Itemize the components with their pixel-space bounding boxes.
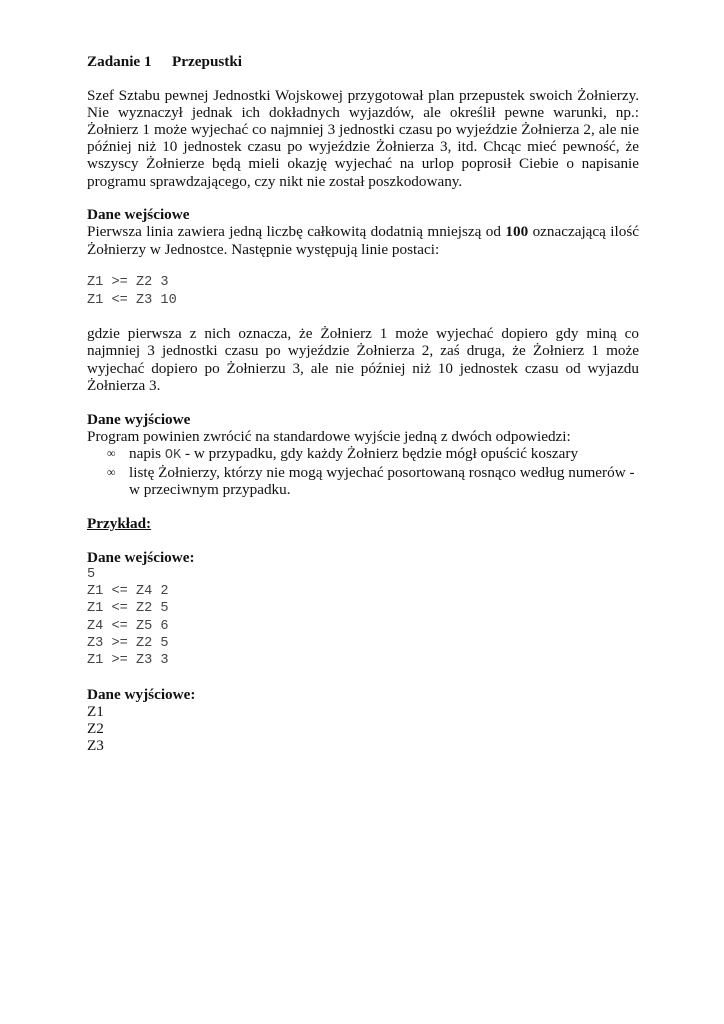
- example-input-heading: Dane wejściowe:: [87, 548, 195, 566]
- input-text-after: oznaczającą ilość Żołnierzy w Jednostce. Następnie występują linie postaci:: [87, 223, 639, 258]
- output-line: Z2: [87, 720, 104, 738]
- task-number: Zadanie 1: [87, 53, 152, 70]
- intro-paragraph: Szef Sztabu pewnej Jednostki Wojskowej przygotował plan przepustek swoich Żołnierzy. Nie wyznaczył jednak ich dokładnych wyjazdów, ale określił pewne warunki, np.: Żołnierz 1 może wyjechać co najmniej 3 jednostki czasu po wyjeździe Żołnierza 2, ale nie później niż 10 jednostek czasu po wyjeździe Żołnierza 3, itd. Chcąc mieć pewność, że wszyscy Żołnierze będą mieli okazję wyjechać na urlop poprosił Ciebie o napisanie programu sprawdzającego, czy nikt nie został poszkodowany.: [87, 86, 639, 190]
- code-line: Z1 <= Z4 2: [87, 584, 169, 600]
- input-explanation: gdzie pierwsza z nich oznacza, że Żołnierz 1 może wyjechać dopiero gdy miną co najmniej 3 jednostki czasu po wyjeździe Żołnierza 2, zaś druga, że Żołnierz 1 może wyjechać dopiero po Żołnierzu 3, ale nie później niż 10 jednostek czasu od wyjazdu Żołnierza 3.: [87, 325, 639, 394]
- code-line: Z1 <= Z3 10: [87, 292, 177, 308]
- example-output-lines: [87, 703, 639, 755]
- infinity-bullet-icon: ∞: [107, 465, 116, 480]
- bullet-text-after: - w przypadku, gdy każdy Żołnierz będzie mógł opuścić koszary: [181, 444, 579, 462]
- task-heading: [87, 53, 639, 70]
- example-input-code: [87, 566, 639, 669]
- list-item: [87, 445, 639, 464]
- bullet-text-before: napis: [129, 444, 165, 462]
- input-heading: Dane wejściowe: [87, 206, 190, 224]
- code-line: Z1 <= Z2 5: [87, 601, 169, 617]
- output-line: Z1: [87, 702, 104, 720]
- code-line: Z4 <= Z5 6: [87, 618, 169, 634]
- list-item: [87, 464, 639, 498]
- code-line: Z3 >= Z2 5: [87, 635, 169, 651]
- document-page: [87, 53, 639, 755]
- output-heading: Dane wyjściowe: [87, 410, 191, 428]
- example-heading: Przykład:: [87, 515, 152, 533]
- infinity-bullet-icon: ∞: [107, 445, 116, 460]
- input-text-before: Pierwsza linia zawiera jedną liczbę całkowitą dodatnią mniejszą od: [87, 223, 506, 241]
- output-line: Z3: [87, 737, 104, 755]
- ok-code: OK: [164, 447, 182, 463]
- input-max-value: 100: [505, 223, 529, 241]
- output-options-list: [87, 445, 639, 499]
- input-format-code: [87, 274, 639, 308]
- code-line: Z1 >= Z2 3: [87, 275, 169, 291]
- input-description: [87, 223, 639, 257]
- bullet-text: listę Żołnierzy, którzy nie mogą wyjechać posortowaną rosnąco według numerów - w przeciwnym przypadku.: [129, 464, 635, 499]
- code-line: Z1 >= Z3 3: [87, 652, 169, 668]
- output-description: Program powinien zwrócić na standardowe wyjście jedną z dwóch odpowiedzi:: [87, 427, 571, 445]
- example-output-heading: Dane wyjściowe:: [87, 685, 196, 703]
- task-title: Przepustki: [172, 53, 243, 70]
- code-line: 5: [87, 566, 96, 582]
